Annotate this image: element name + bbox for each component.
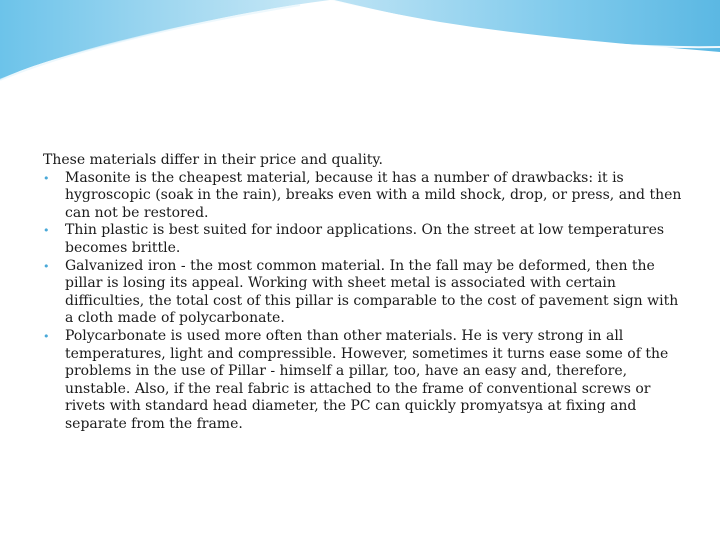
bullet-item-masonite [43,170,683,223]
bullet-text: Masonite is the cheapest material, because it has a number of drawbacks: it is hygroscopic (soak in the rain), breaks even with a mild shock, drop, or press, and then can not be restored. [65,169,682,221]
bullet-item-polycarbonate [43,328,683,434]
header-wave-decoration [0,0,720,90]
body-text [43,152,683,434]
bullet-dot-icon: • [43,171,50,185]
bullet-dot-icon: • [43,224,50,238]
wave-right [330,0,720,52]
intro-paragraph: These materials differ in their price and quality. [43,152,383,168]
wave-left [0,0,330,80]
bullet-dot-icon: • [43,329,50,343]
bullet-text: Galvanized iron - the most common material. In the fall may be deformed, then the pillar is losing its appeal. Working with sheet metal is associated with certain difficulties, the total cost of this pillar is comparable to the cost of pavement sign with a cloth made of polycarbonate. [65,257,679,327]
bullet-text: Thin plastic is best suited for indoor applications. On the street at low temperatures becomes brittle. [65,222,665,256]
bullet-text: Polycarbonate is used more often than other materials. He is very strong in all temperatures, light and compressible. However, sometimes it turns ease some of the problems in the use of Pillar - himself a pillar, too, have an easy and, therefore, unstable. Also, if the real fabric is attached to the frame of conventional screws or rivets with standard head diameter, the PC can quickly promyatsya at fixing and separate from the frame. [65,327,669,432]
bullet-list [43,170,683,434]
bullet-item-thin-plastic [43,222,683,257]
bullet-dot-icon: • [43,259,50,273]
bullet-item-galvanized-iron [43,258,683,328]
